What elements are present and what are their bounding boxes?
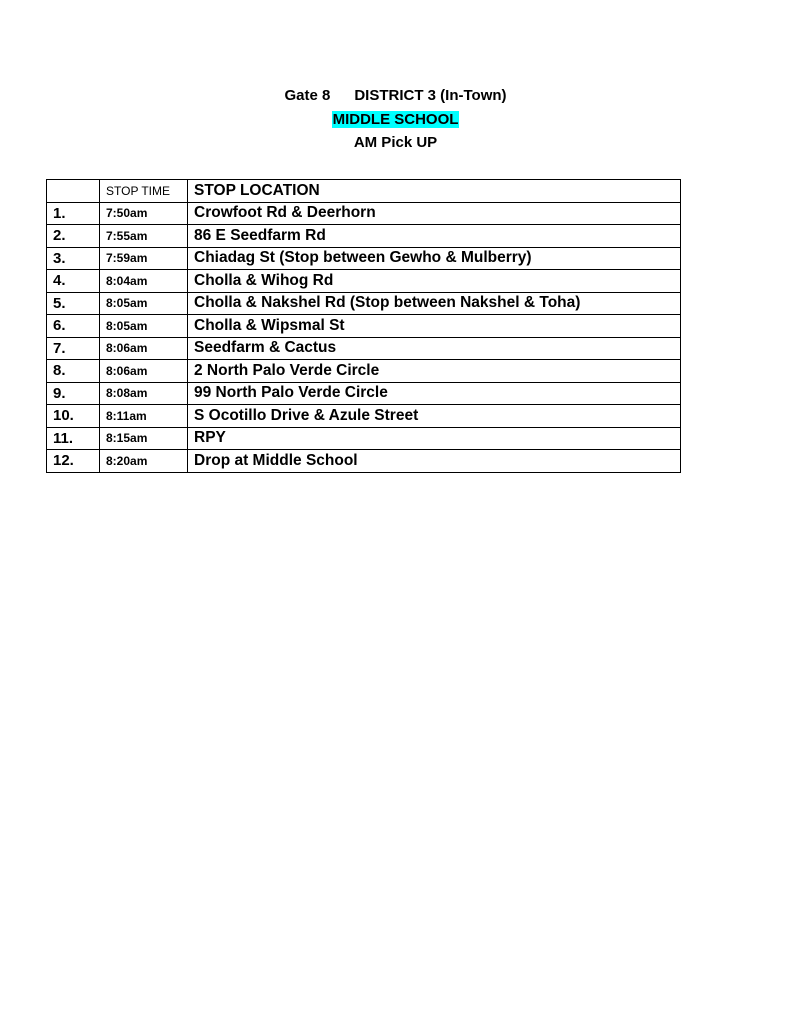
stop-time: 8:11am — [100, 405, 188, 428]
stop-time: 8:04am — [100, 270, 188, 293]
table-row — [47, 427, 681, 450]
stop-location: RPY — [188, 427, 681, 450]
stop-time: 8:05am — [100, 292, 188, 315]
stop-number: 4. — [47, 270, 100, 293]
table-row — [47, 202, 681, 225]
stop-number: 9. — [47, 382, 100, 405]
table-row — [47, 225, 681, 248]
stop-number: 5. — [47, 292, 100, 315]
stop-time: 7:55am — [100, 225, 188, 248]
document-header — [0, 84, 791, 155]
stop-location: Cholla & Wihog Rd — [188, 270, 681, 293]
gate-label: Gate 8 — [284, 87, 331, 104]
district-label: DISTRICT 3 (In-Town) — [354, 87, 507, 104]
stop-schedule-table — [46, 179, 681, 473]
schedule-label: AM Pick UP — [353, 134, 438, 151]
table-row — [47, 405, 681, 428]
table-row — [47, 382, 681, 405]
stop-number: 8. — [47, 360, 100, 383]
stop-location: Chiadag St (Stop between Gewho & Mulberry) — [188, 247, 681, 270]
table-row — [47, 337, 681, 360]
stop-location: Seedfarm & Cactus — [188, 337, 681, 360]
stop-location: 2 North Palo Verde Circle — [188, 360, 681, 383]
stop-number: 11. — [47, 427, 100, 450]
stop-number: 10. — [47, 405, 100, 428]
table-row — [47, 315, 681, 338]
stop-location: 99 North Palo Verde Circle — [188, 382, 681, 405]
stop-location: Cholla & Wipsmal St — [188, 315, 681, 338]
stop-time: 7:59am — [100, 247, 188, 270]
stop-location: 86 E Seedfarm Rd — [188, 225, 681, 248]
stop-number: 1. — [47, 202, 100, 225]
stop-time: 7:50am — [100, 202, 188, 225]
stop-location: Drop at Middle School — [188, 450, 681, 473]
header-number — [47, 180, 100, 203]
stop-number: 12. — [47, 450, 100, 473]
stop-time: 8:08am — [100, 382, 188, 405]
stop-number: 6. — [47, 315, 100, 338]
stop-time: 8:05am — [100, 315, 188, 338]
table-row — [47, 270, 681, 293]
stop-number: 7. — [47, 337, 100, 360]
stop-location: Crowfoot Rd & Deerhorn — [188, 202, 681, 225]
stop-number: 3. — [47, 247, 100, 270]
table-row — [47, 450, 681, 473]
header-stop-time: STOP TIME — [100, 180, 188, 203]
header-stop-location: STOP LOCATION — [188, 180, 681, 203]
table-row — [47, 360, 681, 383]
stop-location: S Ocotillo Drive & Azule Street — [188, 405, 681, 428]
school-label: MIDDLE SCHOOL — [332, 110, 459, 128]
table-row — [47, 292, 681, 315]
stop-rows — [47, 202, 681, 472]
table-header-row — [47, 180, 681, 203]
stop-time: 8:06am — [100, 337, 188, 360]
title-line — [0, 84, 791, 108]
stop-number: 2. — [47, 225, 100, 248]
stop-time: 8:20am — [100, 450, 188, 473]
stop-time: 8:15am — [100, 427, 188, 450]
table-row — [47, 247, 681, 270]
stop-time: 8:06am — [100, 360, 188, 383]
school-line — [0, 108, 791, 132]
stop-location: Cholla & Nakshel Rd (Stop between Nakshel & Toha) — [188, 292, 681, 315]
